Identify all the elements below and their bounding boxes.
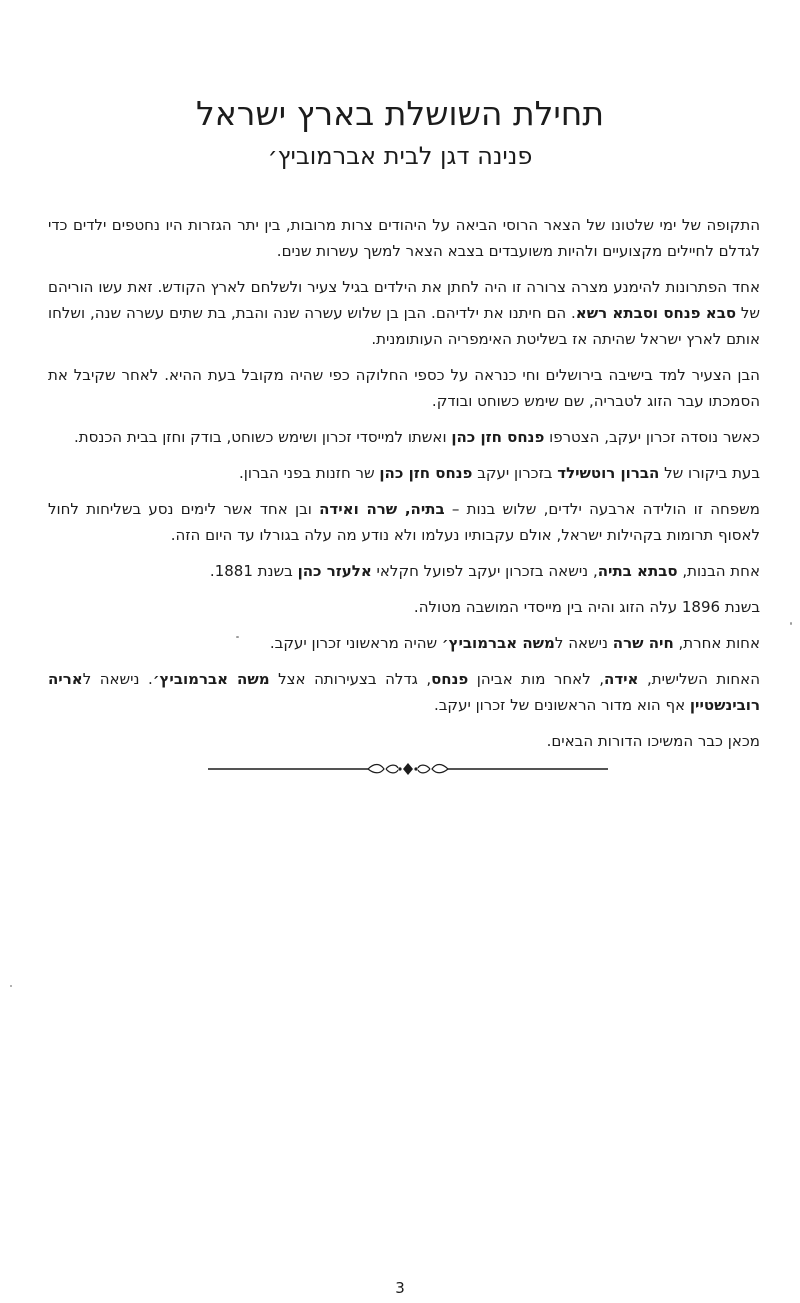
text-run: אחות אחרת, <box>673 634 760 652</box>
text-run: כאשר נוסדה זכרון יעקב, הצטרפו <box>544 428 760 446</box>
text-run: האחות השלישית, <box>638 670 761 688</box>
text-run: אחד הפתרונות להימנע מצרה צרורה זו היה לחתן את הילדים בגיל צעיר ולשלחם לארץ הקודש. זאת עשו הוריהם של <box>48 278 761 322</box>
text-run: נישאה ל <box>554 634 613 652</box>
bold-name: סבא פנחס וסבתא רשא <box>575 304 737 322</box>
text-run: בשנת 1881. <box>209 562 298 580</box>
text-run: שהיה מראשוני זכרון יעקב. <box>269 634 442 652</box>
paragraph <box>48 558 760 584</box>
text-run: התקופה של ימי שלטונו של הצאר הרוסי הביאה על היהודים צרות מרובות, בין יתר הגזרות היו נחטפים ילדים כדי לגדלם לחיילים מקצועיים ולהיות משועבדים בצבא הצאר למשך עשרות שנים. <box>48 216 760 260</box>
article-body <box>48 212 760 764</box>
scan-speck <box>10 985 12 987</box>
bold-name: חיה שרה <box>612 634 674 652</box>
bold-name: אלעזר כהן <box>297 562 372 580</box>
scan-speck <box>236 636 239 638</box>
paragraph <box>48 274 760 352</box>
text-run: בעת ביקורו של <box>659 464 760 482</box>
text-run: . הם חיתנו את ילדיהם. הבן בן שלוש עשרה שנה והבת, בת שתים עשרה שנה, ושלחו אותם לארץ ישראל שהיתה אז בשליטת האימפריה העותומנית. <box>48 304 760 348</box>
bold-name: פנחס חזן כהן <box>451 428 545 446</box>
bold-name: סבתא בתיה <box>597 562 678 580</box>
text-run: משפחה זו הולידה ארבעה ילדים, שלוש בנות – <box>444 500 760 518</box>
paragraph <box>48 496 760 548</box>
paragraph <box>48 424 760 450</box>
paragraph <box>48 630 760 656</box>
paragraph <box>48 666 760 718</box>
paragraph <box>48 594 760 620</box>
text-run: , גדלה בצעירותה אצל <box>269 670 432 688</box>
text-run: אף הוא מדור הראשונים של זכרון יעקב. <box>433 696 690 714</box>
paragraph <box>48 212 760 264</box>
bold-name: אידה <box>604 670 639 688</box>
page-number: 3 <box>395 1279 405 1297</box>
paragraph <box>48 728 760 754</box>
bold-name: הברון רוטשילד <box>557 464 660 482</box>
text-run: ואשתו למייסדי זכרון ושימש כשוחט, בודק וחזן בבית הכנסת. <box>74 428 452 446</box>
text-run: ובן אחד אשר לימים נסע בשליחות לחול לאסוף תרומות בקהילות ישראל, אולם עקבותיו נעלמו ולא נודע מה עלה בגורלו עד היום הזה. <box>48 500 760 544</box>
text-run: . נישאה ל <box>82 670 153 688</box>
bold-name: אריה רובינשטיין <box>48 670 760 714</box>
text-run: , לאחר מות אביהן <box>468 670 605 688</box>
bold-name: פנחס <box>431 670 469 688</box>
bold-name: משה אברמוביץ׳ <box>441 634 555 652</box>
ornamental-divider <box>208 762 608 776</box>
page-title: תחילת השושלת בארץ ישראל <box>195 94 605 133</box>
paragraph <box>48 362 760 414</box>
paragraph <box>48 460 760 486</box>
text-run: שר חזנות בפני הברון. <box>239 464 380 482</box>
page-subtitle: פנינה דגן לבית אברמוביץ׳ <box>267 142 533 170</box>
scan-speck <box>790 622 792 625</box>
bold-name: פנחס חזן כהן <box>379 464 473 482</box>
text-run: בשנת 1896 עלה הזוג והיה בין מייסדי המושבה מטולה. <box>413 598 760 616</box>
text-run: אחת הבנות, <box>677 562 760 580</box>
bold-name: בתיה, שרה ואידה <box>319 500 445 518</box>
text-run: בזכרון יעקב <box>472 464 558 482</box>
text-run: , נישאה בזכרון יעקב לפועל חקלאי <box>371 562 598 580</box>
text-run: מכאן כבר המשיכו הדורות הבאים. <box>546 732 760 750</box>
text-run: הבן הצעיר למד בישיבה בירושלים וחי כנראה על כספי החלוקה כפי שהיה מקובל בעת ההיא. לאחר שקיבל את הסמכתו עבר הזוג לטבריה, שם שימש כשוחט ובודק. <box>48 366 760 410</box>
bold-name: משה אברמוביץ׳ <box>152 670 270 688</box>
